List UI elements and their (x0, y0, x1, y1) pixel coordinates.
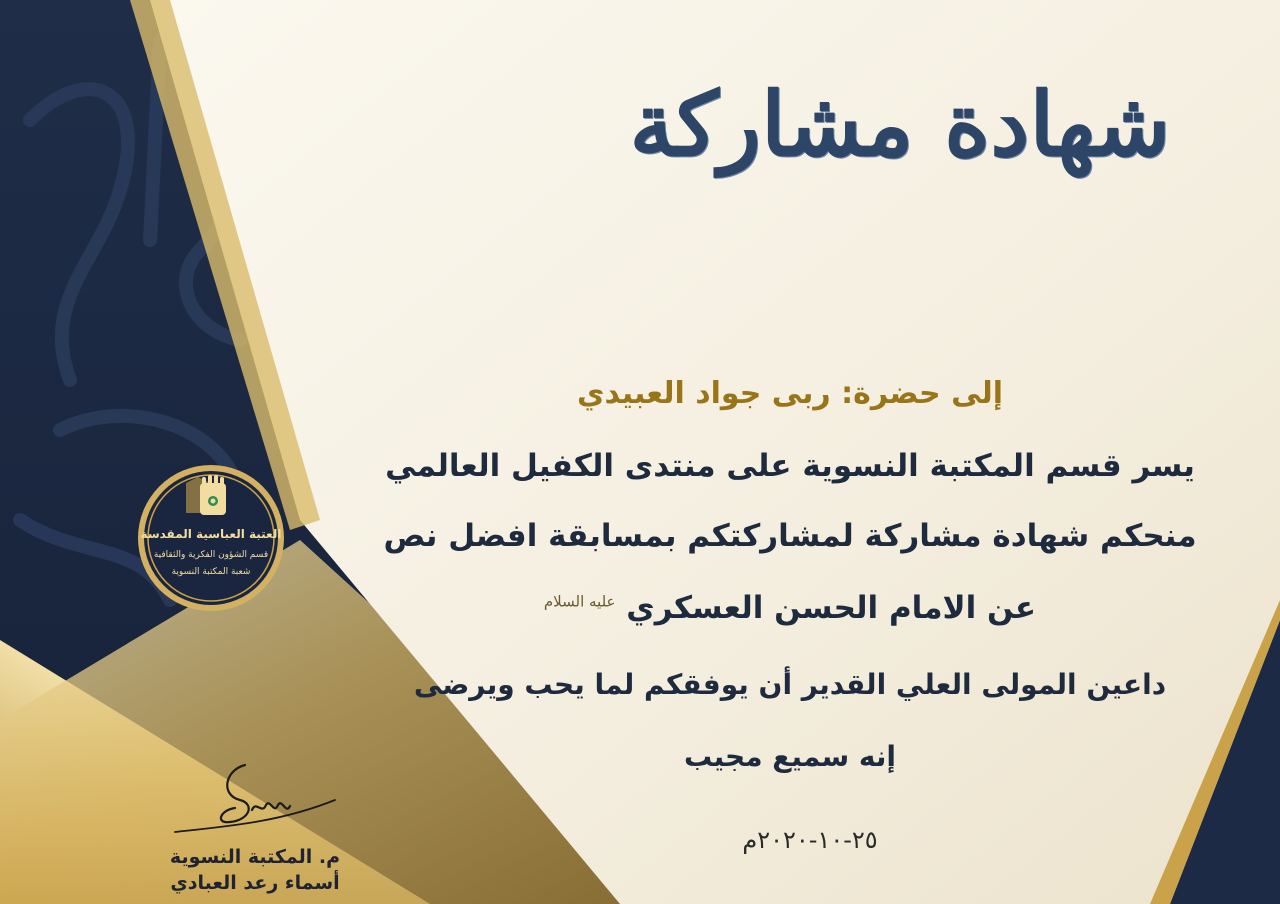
recipient-line: إلى حضرة: ربى جواد العبيدي (576, 376, 1004, 411)
raised-hand-emblem-icon (186, 475, 226, 515)
emblem-line-1: العتبة العباسية المقدسة (140, 527, 282, 541)
emblem-line-3: شعبة المكتبة النسوية (171, 567, 251, 577)
honorific-mark: عليه السلام (543, 592, 616, 611)
signatory-name: أسماء رعد العبادي (170, 872, 340, 894)
emblem-line-2: قسم الشؤون الفكرية والثقافية (153, 550, 269, 560)
body-line-3-text: عن الامام الحسن العسكري (626, 590, 1037, 626)
certificate-date: ٢٥-١٠-٢٠٢٠م (742, 826, 878, 854)
closing-line-2: إنه سميع مجيب (683, 740, 897, 773)
handwritten-signature (170, 760, 340, 840)
body-line-1: يسر قسم المكتبة النسوية على منتدى الكفيل العالمي (385, 448, 1195, 484)
closing-line-1: داعين المولى العلي القدير أن يوفقكم لما يحب ويرضى (413, 668, 1167, 701)
body-line-3 (300, 590, 1280, 626)
certificate-title: شهادة مشاركة (629, 72, 1171, 176)
body-line-2: منحكم شهادة مشاركة لمشاركتكم بمسابقة افضل نص (383, 518, 1197, 554)
signatory-title: م. المكتبة النسوية (169, 846, 341, 868)
